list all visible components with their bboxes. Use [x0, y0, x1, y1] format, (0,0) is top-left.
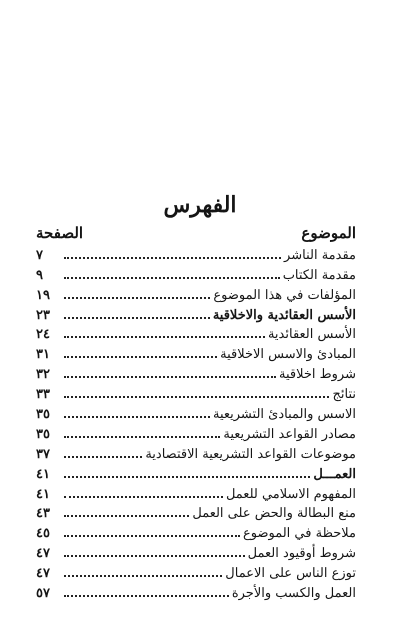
- toc-entry-page: ٤٧: [36, 566, 50, 582]
- toc-entry-title: المفهوم الاسلامي للعمل: [225, 486, 356, 502]
- toc-entry-title: مقدمة الكتاب: [282, 267, 356, 283]
- toc-entry: [36, 383, 356, 403]
- toc-entry: [36, 483, 356, 503]
- toc-list: [36, 244, 356, 602]
- toc-entry-page: ٩: [36, 267, 43, 283]
- toc-entry: [36, 503, 356, 523]
- dot-leader: [64, 595, 229, 597]
- dot-leader: [64, 515, 189, 517]
- dot-leader: [64, 277, 280, 279]
- toc-entry-title: المؤلفات في هذا الموضوع: [213, 287, 356, 303]
- dot-leader: [64, 257, 281, 259]
- toc-entry-page: ٧: [36, 247, 43, 263]
- dot-leader: [64, 555, 245, 557]
- toc-entry: [36, 343, 356, 363]
- toc-entry: [36, 522, 356, 542]
- toc-entry-title: المبادئ والاسس الاخلاقية: [220, 347, 356, 363]
- toc-entry: [36, 363, 356, 383]
- toc-entry-title: ملاحظة في الموضوع: [242, 526, 356, 542]
- dot-leader: [64, 575, 222, 577]
- toc-entry-title: الأسس العقائدية: [267, 327, 356, 343]
- dot-leader: [64, 336, 265, 338]
- toc-entry: [36, 542, 356, 562]
- toc-entry-page: ٣٥: [36, 407, 50, 423]
- toc-entry-title: مقدمة الناشر: [284, 247, 356, 263]
- toc-entry: [36, 423, 356, 443]
- dot-leader: [64, 476, 310, 478]
- dot-leader: [64, 535, 240, 537]
- toc-entry: [36, 443, 356, 463]
- dot-leader: [64, 297, 210, 299]
- dot-leader: [64, 376, 276, 378]
- toc-entry: [36, 284, 356, 304]
- toc-entry-page: ٤١: [36, 466, 50, 482]
- toc-entry-page: ٤٣: [36, 506, 50, 522]
- toc-entry-page: ٤١: [36, 486, 50, 502]
- toc-entry-page: ٣٣: [36, 387, 50, 403]
- dot-leader: [64, 456, 142, 458]
- toc-entry: [36, 304, 356, 324]
- toc-entry-page: ٣١: [36, 347, 50, 363]
- toc-entry-page: ٢٣: [36, 307, 50, 323]
- toc-entry-title: العمـــل: [313, 466, 356, 482]
- dot-leader: [64, 416, 210, 418]
- toc-entry-title: موضوعات القواعد التشريعية الاقتصادية: [145, 446, 356, 462]
- dot-leader: [64, 436, 220, 438]
- toc-entry-title: توزع الناس على الاعمال: [225, 566, 356, 582]
- dot-leader: [64, 396, 329, 398]
- toc-entry-page: ٣٢: [36, 367, 50, 383]
- toc-entry: [36, 324, 356, 344]
- toc-entry-title: نتائج: [332, 387, 356, 403]
- toc-entry: [36, 264, 356, 284]
- page-column-header: الصفحة: [36, 224, 84, 242]
- page-title: الفهرس: [163, 192, 237, 218]
- toc-entry-page: ٢٤: [36, 327, 50, 343]
- toc-entry-title: الاسس والمبادئ التشريعية: [212, 407, 356, 423]
- toc-entry-title: شروط اخلاقية: [278, 367, 356, 383]
- toc-entry: [36, 244, 356, 264]
- dot-leader: [64, 317, 210, 319]
- toc-entry-page: ٤٧: [36, 546, 50, 562]
- toc-entry-page: ٣٧: [36, 446, 50, 462]
- topic-column-header: الموضوع: [301, 224, 356, 242]
- toc-entry-title: العمل والكسب والأجرة: [231, 586, 356, 602]
- toc-entry-page: ١٩: [36, 287, 50, 303]
- toc-entry-page: ٤٥: [36, 526, 50, 542]
- toc-entry: [36, 562, 356, 582]
- toc-entry-title: مصادر القواعد التشريعية: [223, 426, 356, 442]
- toc-entry: [36, 403, 356, 423]
- toc-entry-page: ٣٥: [36, 426, 50, 442]
- toc-entry: [36, 463, 356, 483]
- toc-entry-title: شروط أوقيود العمل: [247, 546, 356, 562]
- toc-entry-title: منع البطالة والحض على العمل: [192, 506, 356, 522]
- toc-entry-page: ٥٧: [36, 586, 50, 602]
- dot-leader: [64, 496, 223, 498]
- toc-entry: [36, 582, 356, 602]
- dot-leader: [64, 356, 217, 358]
- toc-entry-title: الأسس العقائدية والاخلاقية: [212, 307, 356, 323]
